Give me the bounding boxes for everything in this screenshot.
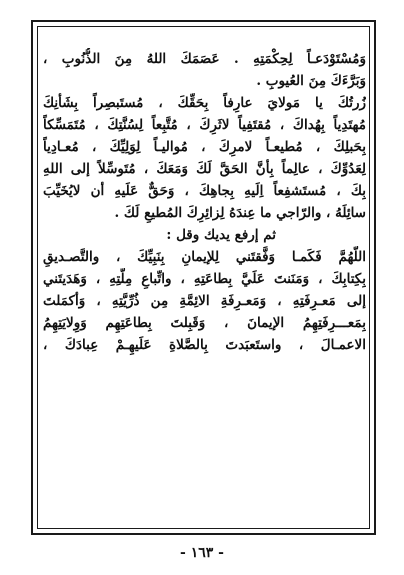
- text-line: وَمُسْتَوْدَعـاً لِحِكْمَتِهِ . عَصَمَكَ اللهُ مِنَ الذُّنُوبِ ،: [43, 51, 366, 67]
- text-line: زُرتُكَ يا مَولايَ عارِفاً بِحَقِّكَ ، مُستَبصِراً بِشَأنِكَ: [43, 95, 366, 111]
- text-line: بِكَ ، مُستَشفِعاً اِلَيهِ بِجاهِكَ ، وَحَقٌّ عَلَيهِ أن لايُخَيِّبَ: [43, 183, 366, 199]
- text-line: اللّهُمَّ فَكَمـا وَفَّقتَني لِلإيمانِ بِنَبِيِّكَ ، والتَّصـديقِ: [43, 249, 366, 265]
- text-line: وَبَرَّءَكَ مِنَ العُيوبِ .: [256, 73, 366, 89]
- text-line: مُهتَدِياً بِهُداكَ ، مُقتَفِياً لاثَرِكَ ، مُتَّبِعاً لِسُنَّتِكَ ، مُتَمَسِّكاً: [43, 117, 366, 133]
- text-line: بِمَعـــرِفَتِهِمُ الإيمانَ ، وَقَبِلتَ بِطاعَتِهِم وَوِلايَتِهِمُ: [43, 315, 366, 331]
- text-line: بِكِتابِكَ ، وَمَنَنتَ عَلَيَّ بِطاعَتِهِ ، واتِّباعِ مِلَّتِهِ ، وَهَدَيتَني: [43, 271, 366, 287]
- text-line: إلى مَعـرِفَتِهِ ، وَمَعـرِفَةِ الائِمَّةِ مِن ذُرِّيَّتِهِ ، وَأكمَلتَ: [43, 293, 366, 309]
- text-line: بِحَبلِكَ ، مُطيعـاً لامرِكَ ، مُواليـاً لِوَلِيِّكَ ، مُعـادِياً: [43, 139, 366, 155]
- prayer-text-block: [43, 48, 366, 356]
- text-line: سائِلَهُ ، والرّاجي ما عِندَهُ لِزائِرِكَ المُطيعِ لَكَ .: [114, 205, 366, 221]
- instruction-line: ثم إرفع يديك وقل :: [166, 227, 276, 243]
- text-line: الاعمـالَ ، واستَعبَدتَ بِالصَّلاةِ عَلَيهِـمْ عِبادَكَ ،: [43, 337, 366, 353]
- page-number: - ١٦٣ -: [180, 545, 224, 561]
- text-line: لِعَدُوِّكَ ، عالِماً بِأنَّ الحَقَّ لَكَ وَمَعَكَ ، مُتَوسِّلاً إلى اللهِ: [43, 161, 366, 177]
